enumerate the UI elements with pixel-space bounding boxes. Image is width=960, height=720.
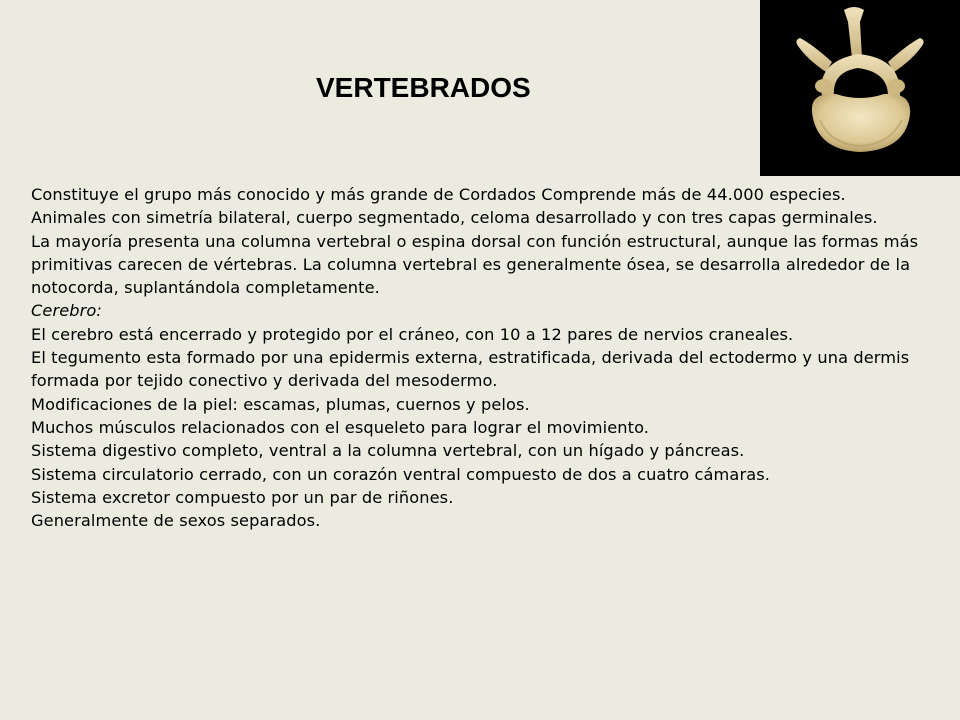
paragraph-sexes: Generalmente de sexos separados. [31, 511, 321, 531]
vertebra-icon [760, 0, 960, 176]
paragraph-skin: Modificaciones de la piel: escamas, plumas, cuernos y pelos. [31, 394, 530, 414]
paragraph-brain: El cerebro está encerrado y protegido por el cráneo, con 10 a 12 pares de nervios craneales. [31, 324, 794, 344]
slide-title: VERTEBRADOS [316, 72, 531, 103]
paragraph-tegument: El tegumento esta formado por una epidermis externa, estratificada, derivada del ectodermo y una dermis formada por tejido conectivo y derivada del mesodermo. [31, 348, 910, 391]
paragraph-digestive: Sistema digestivo completo, ventral a la columna vertebral, con un hígado y páncreas. [31, 441, 745, 461]
body-text [31, 183, 936, 532]
paragraph-excretory: Sistema excretor compuesto por un par de riñones. [31, 487, 454, 507]
paragraph-symmetry: Animales con simetría bilateral, cuerpo segmentado, celoma desarrollado y con tres capas germinales. [31, 208, 878, 228]
paragraph-brain-heading: Cerebro: [31, 301, 102, 321]
paragraph-circulatory: Sistema circulatorio cerrado, con un corazón ventral compuesto de dos a cuatro cámaras. [31, 464, 771, 484]
vertebra-photo [760, 0, 960, 176]
paragraph-muscles: Muchos músculos relacionados con el esqueleto para lograr el movimiento. [31, 417, 650, 437]
paragraph-spine: La mayoría presenta una columna vertebral o espina dorsal con función estructural, aunque las formas más primitivas carecen de vértebras. La columna vertebral es generalmente ósea, se desarrolla alrededor de la notocorda, suplantándola completamente. [31, 231, 919, 298]
paragraph-intro: Constituye el grupo más conocido y más grande de Cordados Comprende más de 44.000 especies. [31, 185, 846, 204]
